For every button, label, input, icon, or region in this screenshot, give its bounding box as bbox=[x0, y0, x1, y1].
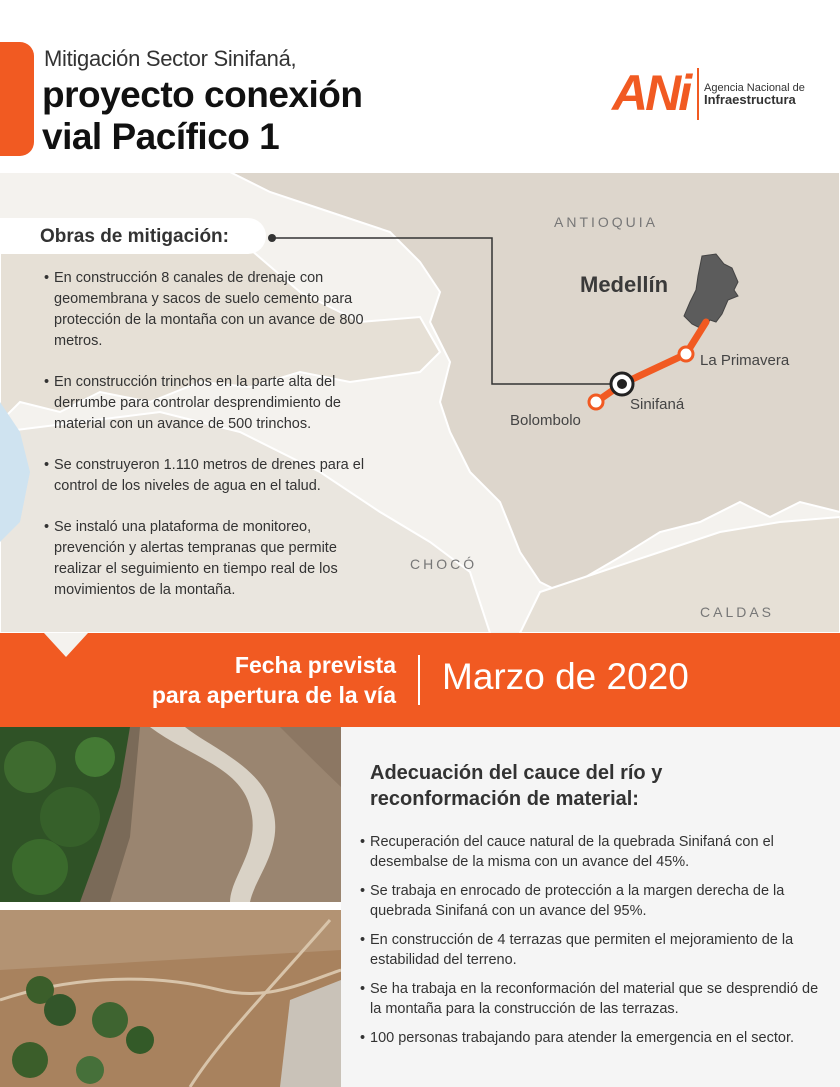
list-item: • Recuperación del cauce natural de la quebrada Sinifaná con el desembalse de la misma con un avance del 45%. bbox=[360, 832, 830, 872]
adecuacion-list bbox=[360, 832, 830, 1057]
obras-list bbox=[44, 268, 374, 621]
header-accent-tab bbox=[0, 42, 34, 156]
title-line-1: proyecto conexión bbox=[42, 74, 363, 115]
adecuacion-title-line-1: Adecuación del cauce del río y bbox=[370, 762, 663, 784]
logo-text bbox=[704, 82, 805, 107]
logo-mark: ANi bbox=[612, 65, 690, 121]
page-subtitle: Mitigación Sector Sinifaná, bbox=[44, 46, 297, 71]
list-item: • Se instaló una plataforma de monitoreo, prevención y alertas tempranas que permite realizar el seguimiento en tiempo real de los movimientos de la montaña. bbox=[44, 517, 374, 601]
list-item: • Se trabaja en enrocado de protección a la margen derecha de la quebrada Sinifaná con un avance del 95%. bbox=[360, 881, 830, 921]
adecuacion-title bbox=[370, 760, 710, 812]
aerial-photo-terraces bbox=[0, 910, 341, 1087]
logo-divider bbox=[697, 68, 699, 120]
point-label-sinifana: Sinifaná bbox=[630, 396, 685, 413]
city-label-medellin: Medellín bbox=[580, 272, 669, 297]
ani-logo bbox=[612, 64, 812, 122]
logo-text-line-1: Agencia Nacional de bbox=[704, 82, 805, 94]
department-label-caldas: CALDAS bbox=[700, 604, 775, 620]
list-item: • En construcción de 4 terrazas que permiten el mejoramiento de la estabilidad del terreno. bbox=[360, 930, 830, 970]
list-item: • En construcción 8 canales de drenaje con geomembrana y sacos de suelo cemento para protección de la montaña con un avance de 800 metros. bbox=[44, 268, 374, 352]
adecuacion-title-line-2: reconformación de material: bbox=[370, 788, 639, 810]
title-line-2: vial Pacífico 1 bbox=[42, 116, 280, 157]
department-label-antioquia: ANTIOQUIA bbox=[554, 214, 659, 230]
opening-date-label bbox=[90, 650, 396, 710]
header bbox=[0, 0, 840, 172]
list-item: • Se construyeron 1.110 metros de drenes para el control de los niveles de agua en el talud. bbox=[44, 455, 374, 497]
point-label-bolombolo: Bolombolo bbox=[510, 412, 581, 429]
band-divider bbox=[418, 655, 420, 705]
department-label-choco: CHOCÓ bbox=[410, 556, 478, 572]
page-title bbox=[42, 74, 362, 158]
logo-text-line-2: Infraestructura bbox=[704, 92, 796, 107]
opening-date-value: Marzo de 2020 bbox=[442, 656, 689, 697]
map-section bbox=[0, 172, 840, 633]
band-notch bbox=[44, 633, 88, 657]
opening-date-label-line-2: para apertura de la vía bbox=[151, 682, 396, 708]
obras-title: Obras de mitigación: bbox=[40, 226, 229, 247]
opening-date-label-line-1: Fecha prevista bbox=[234, 652, 396, 678]
point-label-la-primavera: La Primavera bbox=[700, 352, 790, 369]
list-item: • Se ha trabaja en la reconformación del material que se desprendió de la montaña para la construcción de las terrazas. bbox=[360, 979, 830, 1019]
aerial-photo-river bbox=[0, 727, 341, 902]
list-item: • 100 personas trabajando para atender la emergencia en el sector. bbox=[360, 1028, 830, 1048]
list-item: • En construcción trinchos en la parte alta del derrumbe para controlar desprendimiento de material con un avance de 500 trinchos. bbox=[44, 372, 374, 435]
